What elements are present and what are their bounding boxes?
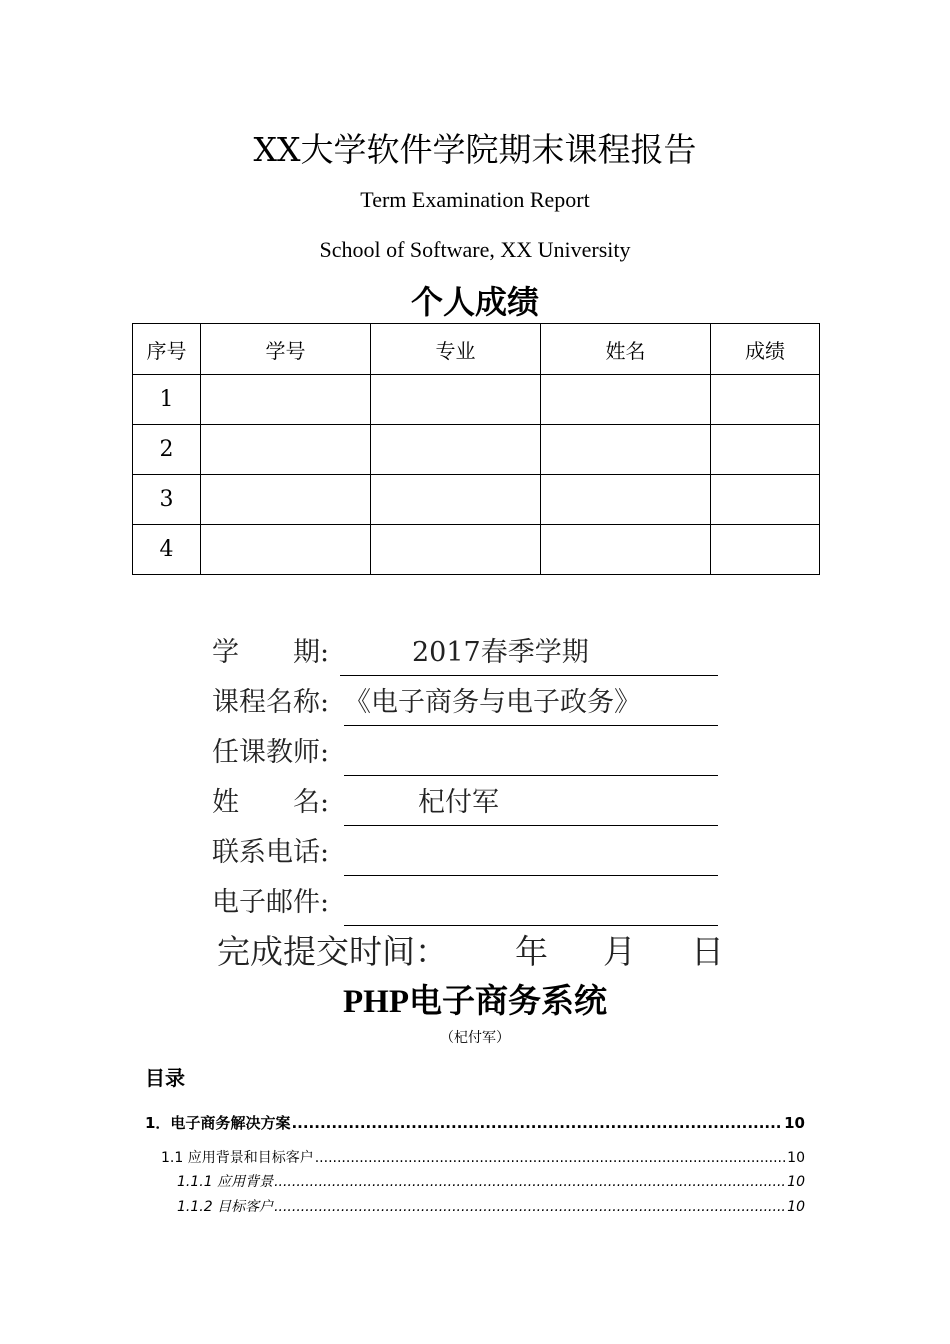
- grade-heading: 个人成绩: [410, 283, 539, 321]
- course-label: 课程名称:: [212, 687, 330, 718]
- table-cell: [711, 475, 820, 525]
- term-label: 学 期:: [212, 637, 330, 668]
- grade-table-header: [133, 324, 820, 375]
- document-title: PHP电子商务系统: [343, 984, 607, 1020]
- teacher-label: 任课教师:: [212, 737, 330, 768]
- table-cell: [541, 375, 711, 425]
- header-student-id: 学号: [201, 324, 371, 375]
- term-value: 2017春季学期: [412, 637, 589, 668]
- toc-entry-page: 10: [784, 1114, 805, 1132]
- toc-entry[interactable]: [161, 1147, 805, 1167]
- toc-entry-label: 1.1 应用背景和目标客户: [161, 1150, 314, 1166]
- table-cell: 3: [133, 475, 201, 525]
- table-cell: 4: [133, 525, 201, 575]
- toc-entry-page: 10: [787, 1150, 805, 1166]
- toc-entry-page: 10: [787, 1174, 805, 1190]
- name-label: 姓 名:: [212, 787, 330, 818]
- email-field: [344, 885, 718, 926]
- table-cell: [371, 425, 541, 475]
- table-cell: [541, 425, 711, 475]
- name-field: [344, 785, 718, 826]
- course-field: [344, 685, 718, 726]
- table-cell: [711, 525, 820, 575]
- toc-entry-page: 10: [787, 1199, 805, 1215]
- table-cell: [201, 375, 371, 425]
- submit-day: 日: [691, 932, 724, 971]
- toc-entry-label: 1.1.2 目标客户: [177, 1199, 274, 1215]
- table-cell: [711, 375, 820, 425]
- table-cell: [201, 425, 371, 475]
- table-cell: [201, 525, 371, 575]
- table-row: [133, 475, 820, 525]
- phone-label: 联系电话:: [212, 837, 330, 868]
- email-label: 电子邮件:: [212, 887, 330, 918]
- header-name: 姓名: [541, 324, 711, 375]
- header-major: 专业: [371, 324, 541, 375]
- school-subtitle: School of Software, XX University: [319, 237, 631, 262]
- toc-entry-label: 1．电子商务解决方案: [145, 1114, 291, 1132]
- phone-field: [344, 835, 718, 876]
- table-cell: [371, 375, 541, 425]
- table-cell: 2: [133, 425, 201, 475]
- table-cell: [711, 425, 820, 475]
- submit-month: 月: [603, 932, 636, 971]
- table-cell: [371, 525, 541, 575]
- toc-entry-label: 1.1.1 应用背景: [177, 1174, 274, 1190]
- toc-entry[interactable]: [177, 1196, 805, 1216]
- table-cell: 1: [133, 375, 201, 425]
- table-cell: [201, 475, 371, 525]
- toc-leader: [315, 1150, 786, 1166]
- submit-time-label: 完成提交时间：: [217, 932, 448, 971]
- table-cell: [371, 475, 541, 525]
- course-value: 《电子商务与电子政务》: [344, 687, 641, 718]
- toc-leader: [274, 1199, 786, 1215]
- name-value: 杞付军: [418, 787, 499, 818]
- document-author: （杞付军）: [440, 1030, 510, 1046]
- toc-entry[interactable]: [145, 1112, 805, 1133]
- report-title: XX大学软件学院期末课程报告: [253, 130, 697, 169]
- toc-entry[interactable]: [177, 1171, 805, 1191]
- toc-heading: 目录: [145, 1066, 185, 1090]
- table-cell: [541, 525, 711, 575]
- english-subtitle: Term Examination Report: [360, 187, 590, 212]
- table-row: [133, 375, 820, 425]
- table-row: [133, 525, 820, 575]
- term-field: [340, 635, 718, 676]
- header-index: 序号: [133, 324, 201, 375]
- toc-leader: [291, 1114, 783, 1132]
- toc-leader: [274, 1174, 786, 1190]
- grade-table: [132, 323, 820, 575]
- table-row: [133, 425, 820, 475]
- teacher-field: [344, 735, 718, 776]
- header-score: 成绩: [711, 324, 820, 375]
- table-cell: [541, 475, 711, 525]
- submit-year: 年: [515, 932, 548, 971]
